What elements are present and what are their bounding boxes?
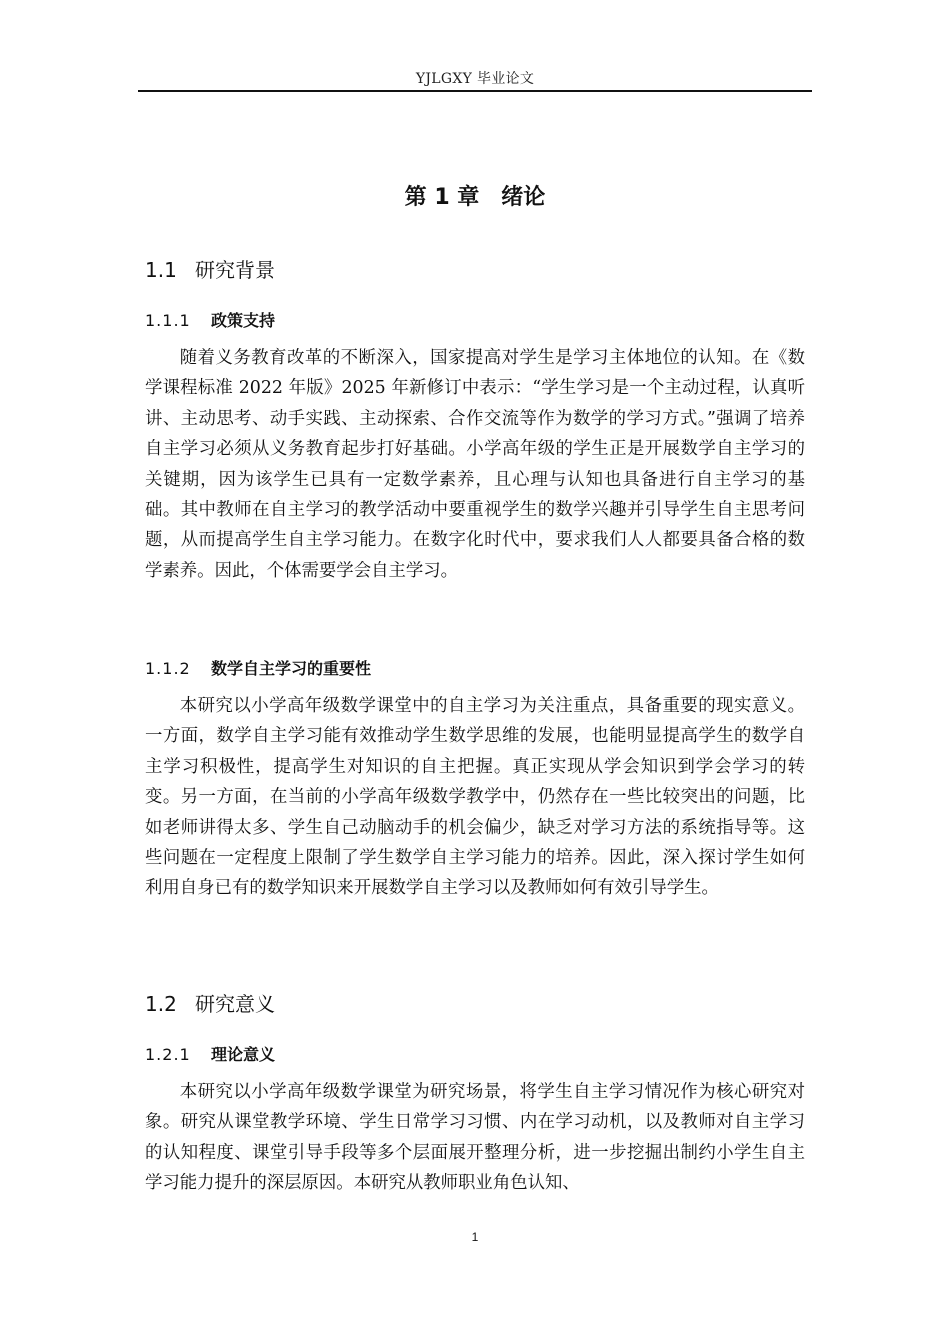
subsection-title: 数学自主学习的重要性 <box>211 659 372 678</box>
paragraph-policy-support: 随着义务教育改革的不断深入，国家提高对学生是学习主体地位的认知。在《数学课程标准 2022 年版》2025 年新修订中表示：“学生学习是一个主动过程，认真听讲、主动思考、动手实践、主动探索、合作交流等作为数学的学习方式。”强调了培养自主学习必须从义务教育起步打好基础。小学高年级的学生正是开展数学自主学习的关键期，因为该学生已具有一定数学素养，且心理与认知也具备进行自主学习的基础。其中教师在自主学习的教学活动中要重视学生的数学兴趣并引导学生自主思考问题，从而提高学生自主学习能力。在数字化时代中，要求我们人人都要具备合格的数学素养。因此，个体需要学会自主学习。 <box>145 348 805 581</box>
section-title: 研究背景 <box>195 258 275 282</box>
subsection-heading-1-2-1 <box>145 1042 275 1065</box>
paragraph-theoretical-significance: 本研究以小学高年级数学课堂为研究场景，将学生自主学习情况作为核心研究对象。研究从课堂教学环境、学生日常学习习惯、内在学习动机，以及教师对自主学习的认知程度、课堂引导手段等多个层面展开整理分析，进一步挖掘出制约小学生自主学习能力提升的深层原因。本研究从教师职业角色认知、 <box>145 1082 805 1194</box>
subsection-number: 1.1.2 <box>145 659 191 678</box>
section-title: 研究意义 <box>195 992 275 1016</box>
subsection-heading-1-1-2 <box>145 656 371 679</box>
section-number: 1.1 <box>145 258 177 282</box>
subsection-title: 理论意义 <box>211 1045 276 1064</box>
section-heading-1-1 <box>145 254 275 283</box>
subsection-heading-1-1-1 <box>145 308 275 331</box>
section-heading-1-2 <box>145 988 275 1017</box>
paragraph-importance: 本研究以小学高年级数学课堂中的自主学习为关注重点，具备重要的现实意义。一方面，数学自主学习能有效推动学生数学思维的发展，也能明显提高学生的数学自主学习积极性，提高学生对知识的自主把握。真正实现从学会知识到学会学习的转变。另一方面，在当前的小学高年级数学教学中，仍然存在一些比较突出的问题，比如老师讲得太多、学生自己动脑动手的机会偏少，缺乏对学习方法的系统指导等。这些问题在一定程度上限制了学生数学自主学习能力的培养。因此，深入探讨学生如何利用自身已有的数学知识来开展数学自主学习以及教师如何有效引导学生。 <box>145 696 805 899</box>
chapter-title: 第 1 章 绪论 <box>404 185 546 210</box>
subsection-number: 1.1.1 <box>145 311 191 330</box>
subsection-title: 政策支持 <box>211 311 276 330</box>
header-rule <box>138 90 812 92</box>
subsection-number: 1.2.1 <box>145 1045 191 1064</box>
section-number: 1.2 <box>145 992 177 1016</box>
running-header: YJLGXY 毕业论文 <box>415 71 535 87</box>
page-number: 1 <box>471 1230 479 1244</box>
